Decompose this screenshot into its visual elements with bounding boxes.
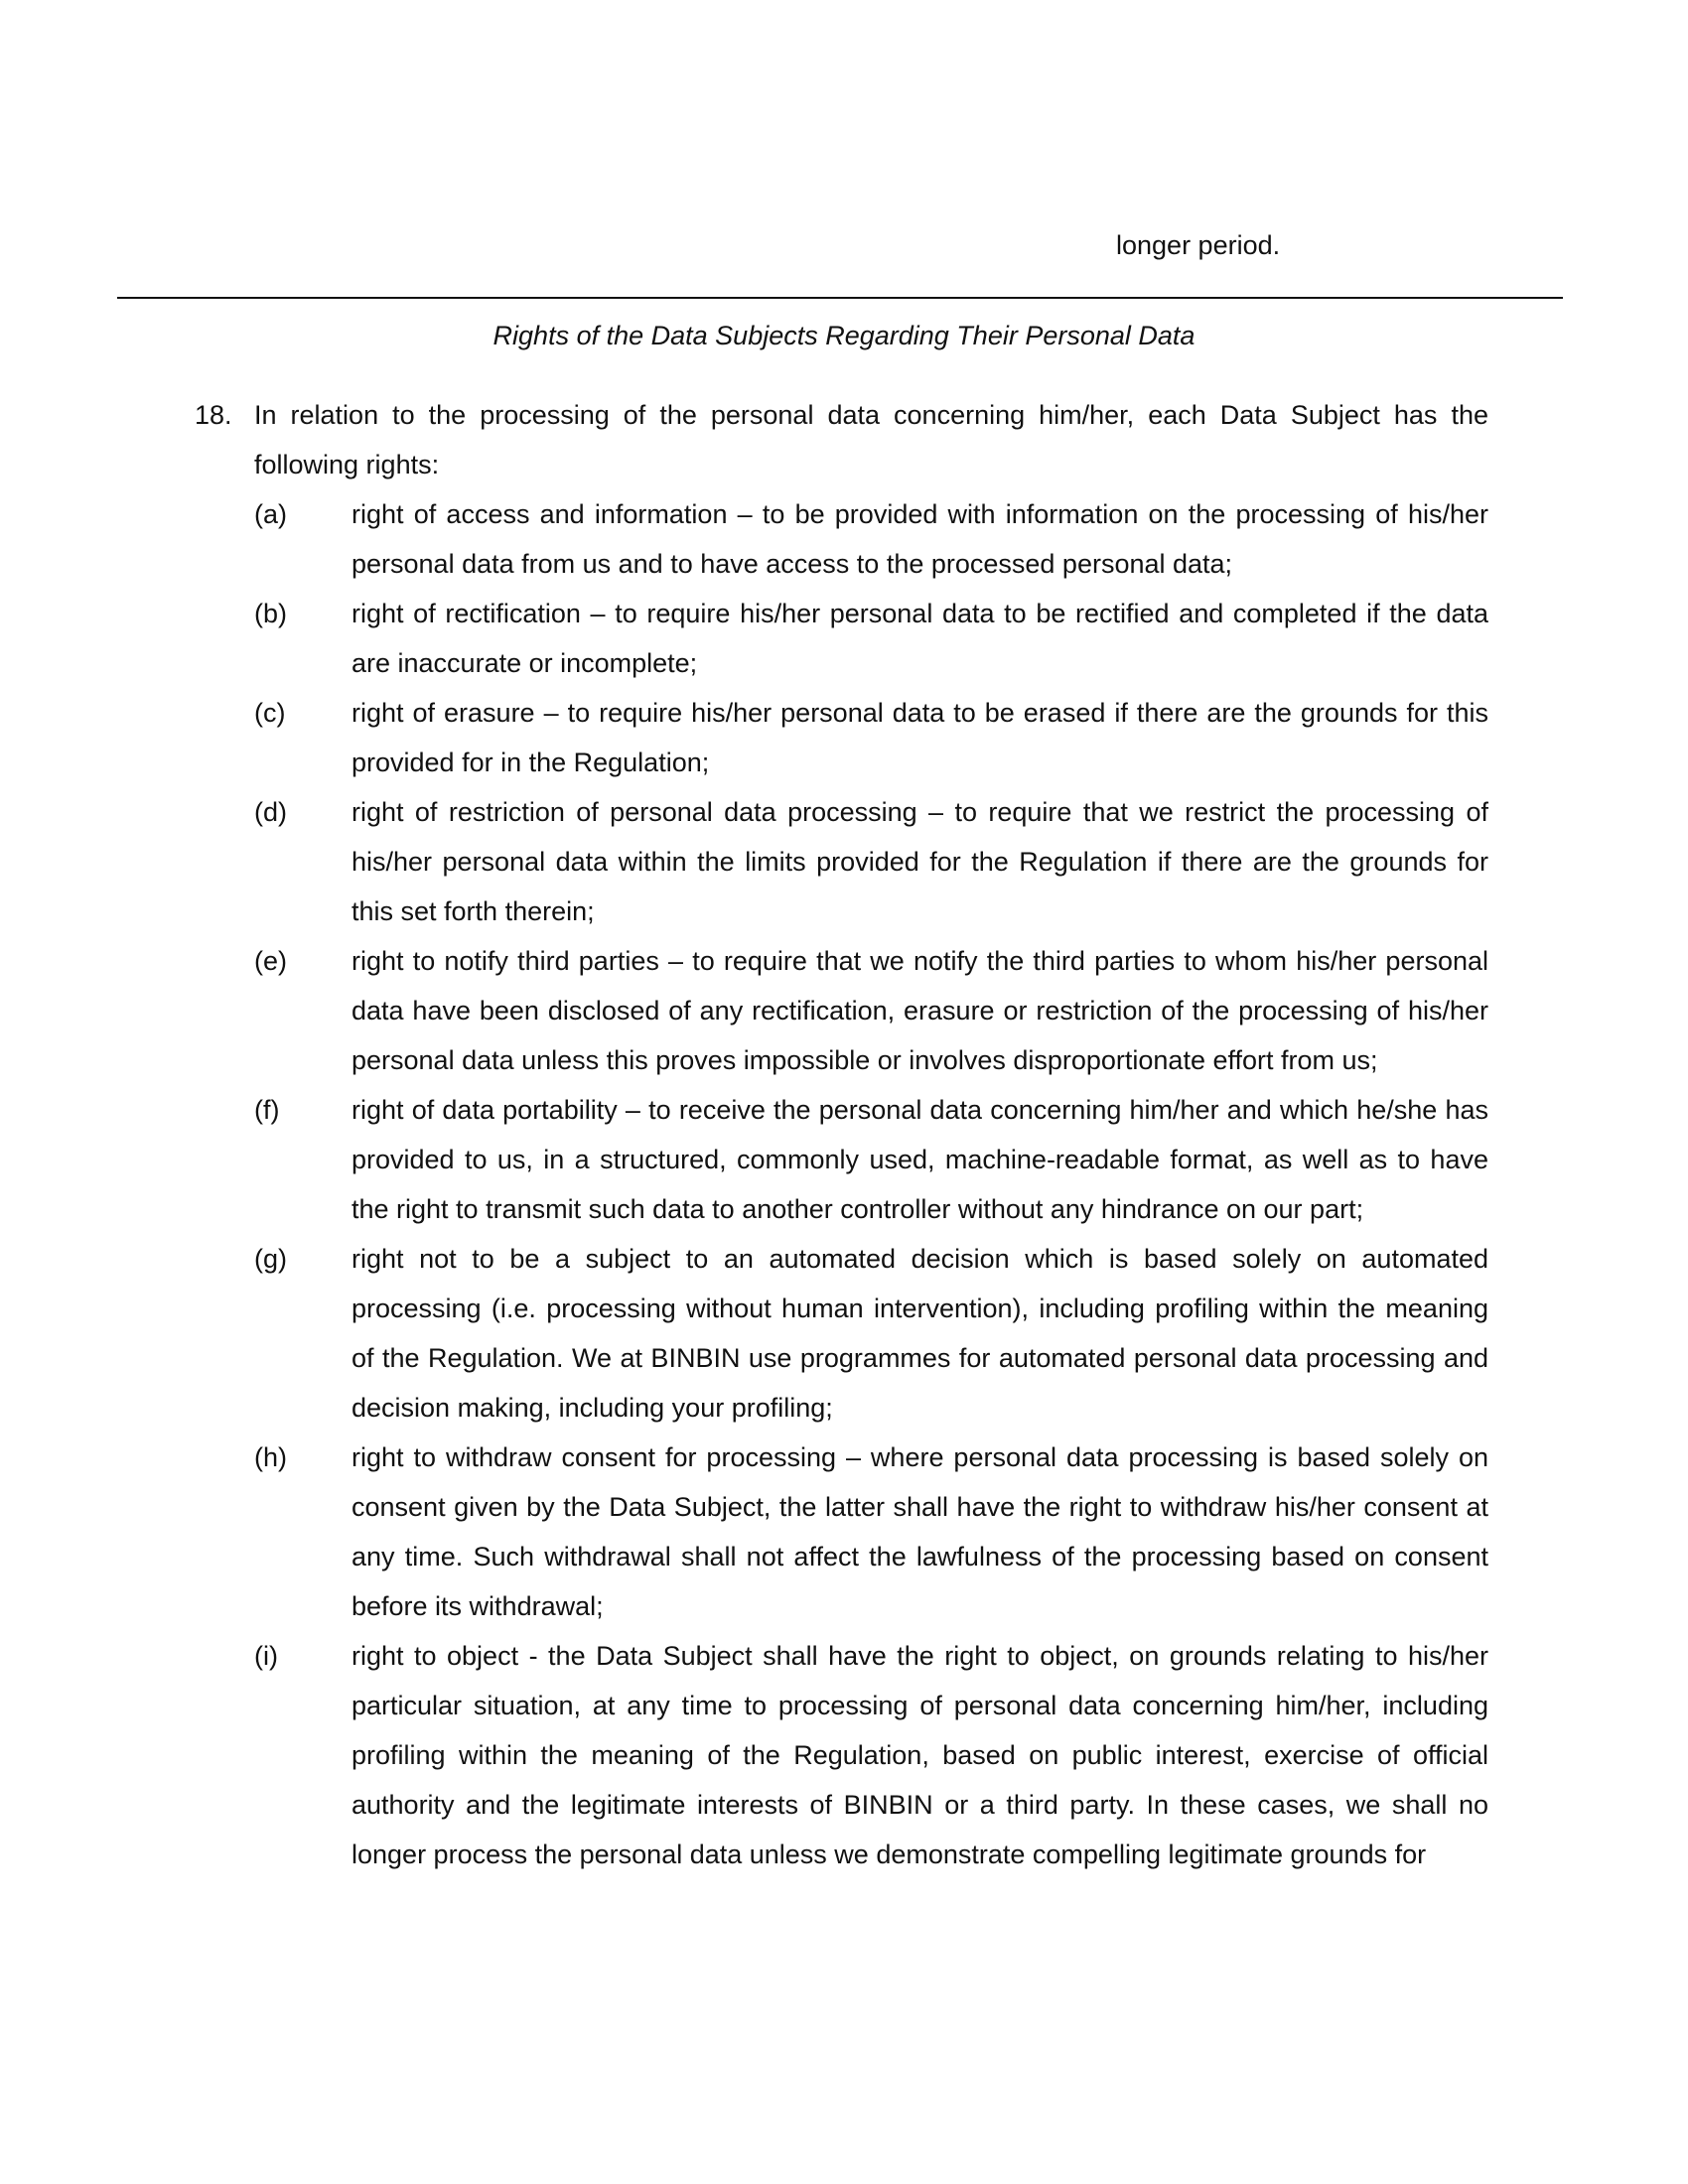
right-text: right of restriction of personal data processing – to require that we restrict the processing of his/her personal data within the limits provided for the Regulation if there are the grounds for this set forth therein;	[352, 797, 1488, 926]
carryover-text: longer period.	[1116, 230, 1281, 260]
right-item-i	[0, 1631, 1688, 1879]
right-text: right of erasure – to require his/her personal data to be erased if there are the grounds for this provided for in the Regulation;	[352, 698, 1488, 777]
section-heading: Rights of the Data Subjects Regarding Their Personal Data	[492, 321, 1196, 350]
right-text: right of access and information – to be provided with information on the processing of his/her personal data from us and to have access to the processed personal data;	[352, 499, 1488, 579]
clause-intro: In relation to the processing of the personal data concerning him/her, each Data Subject has the following rights:	[254, 400, 1488, 479]
right-item-f	[0, 1085, 1688, 1234]
right-marker: (d)	[254, 797, 287, 827]
right-text: right to withdraw consent for processing – where personal data processing is based solely on consent given by the Data Subject, the latter shall have the right to withdraw his/her consent at any time. Such withdrawal shall not affect the lawfulness of the processing based on consent before its withdrawal;	[352, 1442, 1488, 1621]
right-text: right of rectification – to require his/her personal data to be rectified and completed if the data are inaccurate or incomplete;	[352, 599, 1488, 678]
right-marker: (a)	[254, 499, 287, 529]
right-marker: (e)	[254, 946, 287, 976]
right-item-d	[0, 787, 1688, 936]
right-marker: (f)	[254, 1095, 280, 1125]
right-item-e	[0, 936, 1688, 1085]
right-marker: (h)	[254, 1442, 287, 1472]
right-item-g	[0, 1234, 1688, 1433]
right-item-b	[0, 589, 1688, 688]
right-text: right to object - the Data Subject shall have the right to object, on grounds relating to his/her particular situation, at any time to processing of personal data concerning him/her, including profiling within the meaning of the Regulation, based on public interest, exercise of official authority and the legitimate interests of BINBIN or a third party. In these cases, we shall no longer process the personal data unless we demonstrate compelling legitimate grounds for	[352, 1641, 1488, 1869]
right-marker: (b)	[254, 599, 287, 628]
right-text: right to notify third parties – to require that we notify the third parties to whom his/her personal data have been disclosed of any rectification, erasure or restriction of the processing of his/her personal data unless this proves impossible or involves disproportionate effort from us;	[352, 946, 1488, 1075]
right-item-a	[0, 489, 1688, 589]
rights-list	[0, 489, 1688, 1879]
right-item-c	[0, 688, 1688, 787]
clause-number: 18.	[195, 400, 232, 430]
right-marker: (i)	[254, 1641, 278, 1671]
right-marker: (g)	[254, 1244, 287, 1274]
section-divider	[117, 297, 1563, 299]
right-text: right not to be a subject to an automated decision which is based solely on automated processing (i.e. processing without human intervention), including profiling within the meaning of the Regulation. We at BINBIN use programmes for automated personal data processing and decision making, including your profiling;	[352, 1244, 1488, 1423]
right-marker: (c)	[254, 698, 286, 728]
right-item-h	[0, 1433, 1688, 1631]
right-text: right of data portability – to receive the personal data concerning him/her and which he/she has provided to us, in a structured, commonly used, machine-readable format, as well as to have the right to transmit such data to another controller without any hindrance on our part;	[352, 1095, 1488, 1224]
